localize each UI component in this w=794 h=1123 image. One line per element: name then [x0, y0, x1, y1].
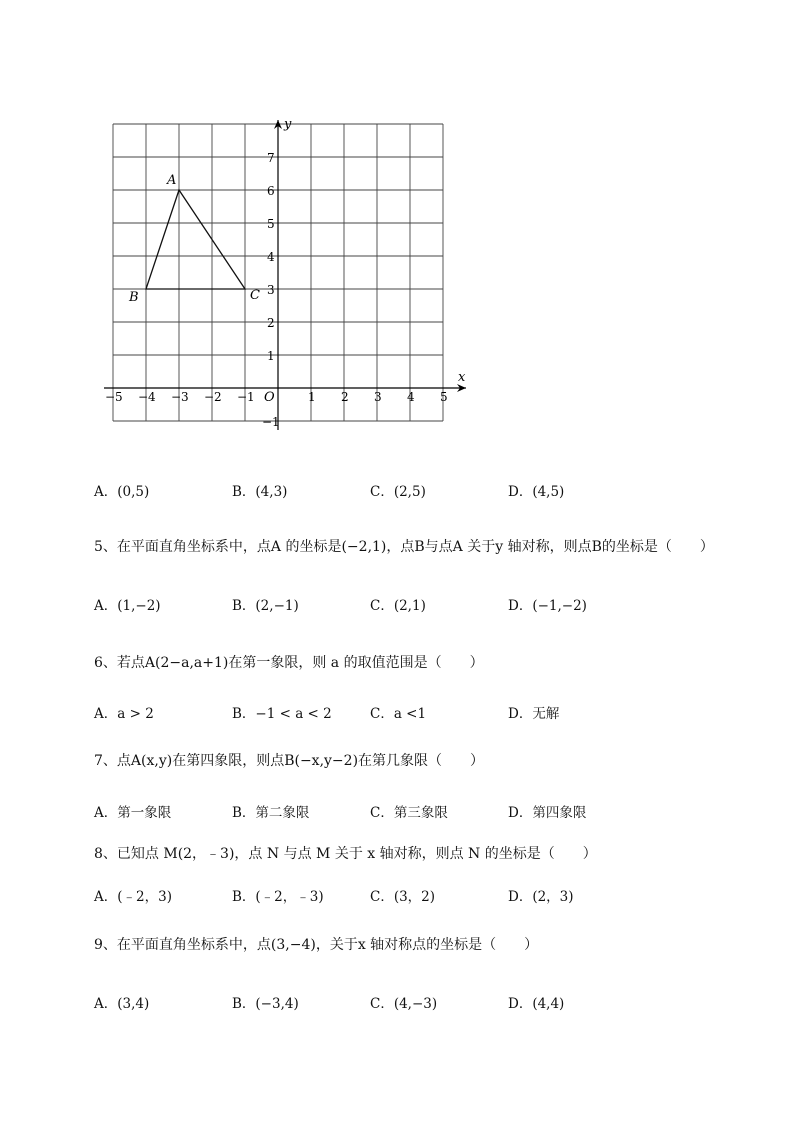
- question-7: 7、点A(x,y)在第四象限，则点B(−x,y−2)在第几象限（ ）: [94, 753, 485, 769]
- q5-option-d: D．(−1,−2): [508, 598, 587, 614]
- y-tick-label: 4: [267, 250, 275, 264]
- y-tick-label: 7: [267, 151, 275, 165]
- q7-option-b: B．第二象限: [232, 805, 310, 821]
- q5-option-b: B．(2,−1): [232, 598, 299, 614]
- point-label-b: B: [129, 290, 139, 305]
- origin-label: O: [264, 390, 275, 405]
- q4-option-a: A．(0,5): [94, 484, 150, 500]
- axes: [104, 120, 466, 430]
- q5-option-a: A．(1,−2): [94, 598, 161, 614]
- x-tick-labels: [105, 390, 448, 404]
- y-tick-label: 1: [267, 349, 275, 363]
- q8-option-b: B．(﹣2，﹣3): [232, 889, 324, 905]
- x-tick-label: 2: [341, 390, 349, 404]
- x-tick-label: −1: [237, 390, 255, 404]
- y-tick-label: 3: [267, 283, 275, 297]
- q8-option-d: D．(2，3): [508, 889, 574, 905]
- q6-option-b: B．−1 < a < 2: [232, 706, 332, 722]
- question-8: 8、已知点 M(2，﹣3)，点 N 与点 M 关于 x 轴对称，则点 N 的坐标是（ ）: [94, 846, 597, 862]
- q7-option-a: A．第一象限: [94, 805, 172, 821]
- coordinate-grid-figure: [0, 0, 794, 450]
- x-tick-label: −2: [204, 390, 222, 404]
- y-tick-labels: [262, 151, 280, 429]
- q6-option-d: D．无解: [508, 706, 560, 722]
- x-axis-label: x: [458, 370, 466, 385]
- x-tick-label: −3: [171, 390, 189, 404]
- x-tick-label: −5: [105, 390, 123, 404]
- question-5: 5、在平面直角坐标系中，点A 的坐标是(−2,1)，点B与点A 关于y 轴对称，则点B的坐标是（ ）: [94, 539, 714, 555]
- q9-option-c: C．(4,−3): [370, 996, 438, 1012]
- question-9: 9、在平面直角坐标系中，点(3,−4)，关于x 轴对称点的坐标是（ ）: [94, 937, 539, 953]
- question-6: 6、若点A(2−a,a+1)在第一象限，则 a 的取值范围是（ ）: [94, 655, 484, 671]
- y-tick-label: 6: [267, 184, 275, 198]
- q8-option-c: C．(3，2): [370, 889, 436, 905]
- y-tick-label: 5: [267, 217, 275, 231]
- y-tick-label: −1: [262, 415, 280, 429]
- x-tick-label: 3: [374, 390, 382, 404]
- x-tick-label: 5: [440, 390, 448, 404]
- x-tick-label: 4: [407, 390, 415, 404]
- x-tick-label: 1: [308, 390, 316, 404]
- q7-option-c: C．第三象限: [370, 805, 448, 821]
- y-axis-label: y: [284, 117, 292, 132]
- q9-option-d: D．(4,4): [508, 996, 565, 1012]
- q5-option-c: C．(2,1): [370, 598, 426, 614]
- q4-option-b: B．(4,3): [232, 484, 288, 500]
- q4-option-c: C．(2,5): [370, 484, 426, 500]
- q7-option-d: D．第四象限: [508, 805, 587, 821]
- q8-option-a: A．(﹣2，3): [94, 889, 172, 905]
- x-tick-label: −4: [138, 390, 156, 404]
- point-label-a: A: [167, 173, 177, 188]
- q9-option-a: A．(3,4): [94, 996, 150, 1012]
- q4-option-d: D．(4,5): [508, 484, 565, 500]
- q6-option-a: A．a > 2: [94, 706, 154, 722]
- y-tick-label: 2: [267, 316, 275, 330]
- triangle-abc: [146, 190, 245, 289]
- point-label-c: C: [250, 288, 260, 303]
- q6-option-c: C．a <1: [370, 706, 427, 722]
- q9-option-b: B．(−3,4): [232, 996, 299, 1012]
